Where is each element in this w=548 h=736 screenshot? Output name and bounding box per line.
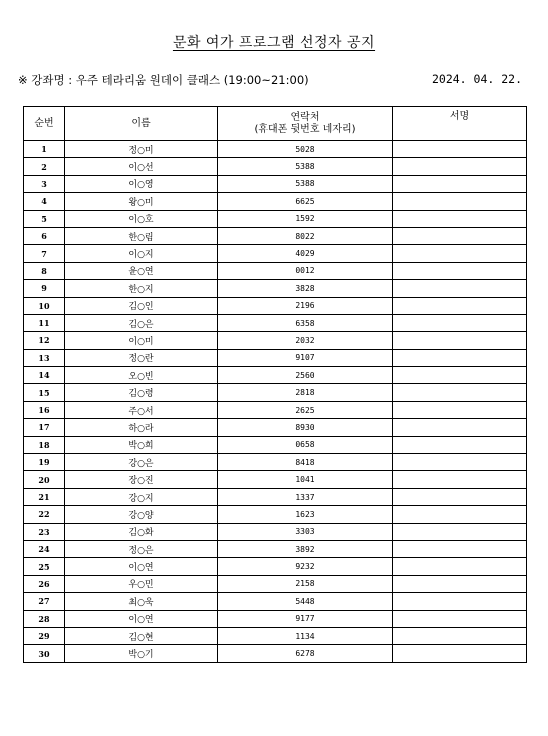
table-row (24, 332, 527, 349)
cell-name: 왕○미 (65, 193, 218, 210)
cell-no: 17 (24, 419, 65, 436)
table-row (24, 280, 527, 297)
notice-date: 2024. 04. 22. (431, 72, 522, 86)
cell-name: 이○연 (65, 558, 218, 575)
cell-phone: 2032 (218, 332, 393, 349)
cell-no: 19 (24, 454, 65, 471)
cell-name: 이○호 (65, 210, 218, 227)
table-row (24, 471, 527, 488)
cell-no: 30 (24, 645, 65, 662)
header-phone-line1: 연락처 (290, 111, 320, 123)
table-row (24, 210, 527, 227)
cell-sign[interactable] (393, 349, 527, 366)
cell-name: 이○선 (65, 158, 218, 175)
cell-no: 29 (24, 627, 65, 644)
cell-no: 21 (24, 488, 65, 505)
cell-phone: 9107 (218, 349, 393, 366)
cell-name: 김○현 (65, 627, 218, 644)
cell-phone: 5028 (218, 141, 393, 158)
cell-sign[interactable] (393, 262, 527, 279)
cell-sign[interactable] (393, 314, 527, 331)
cell-name: 박○기 (65, 645, 218, 662)
cell-no: 3 (24, 175, 65, 192)
cell-phone: 3828 (218, 280, 393, 297)
cell-sign[interactable] (393, 193, 527, 210)
cell-sign[interactable] (393, 175, 527, 192)
cell-no: 7 (24, 245, 65, 262)
cell-phone: 5448 (218, 593, 393, 610)
cell-phone: 2818 (218, 384, 393, 401)
cell-phone: 2625 (218, 401, 393, 418)
cell-phone: 8418 (218, 454, 393, 471)
cell-name: 장○진 (65, 471, 218, 488)
cell-name: 주○서 (65, 401, 218, 418)
table-row (24, 558, 527, 575)
cell-name: 하○라 (65, 419, 218, 436)
table-row (24, 454, 527, 471)
cell-name: 김○인 (65, 297, 218, 314)
cell-phone: 8930 (218, 419, 393, 436)
cell-name: 김○화 (65, 523, 218, 540)
table-row (24, 297, 527, 314)
cell-name: 강○은 (65, 454, 218, 471)
table-row (24, 175, 527, 192)
cell-sign[interactable] (393, 401, 527, 418)
cell-phone: 1134 (218, 627, 393, 644)
cell-phone: 6625 (218, 193, 393, 210)
cell-no: 16 (24, 401, 65, 418)
cell-sign[interactable] (393, 523, 527, 540)
cell-name: 윤○연 (65, 262, 218, 279)
table-row (24, 314, 527, 331)
cell-no: 26 (24, 575, 65, 592)
cell-no: 11 (24, 314, 65, 331)
table-row (24, 436, 527, 453)
cell-sign[interactable] (393, 558, 527, 575)
table-row (24, 262, 527, 279)
cell-no: 25 (24, 558, 65, 575)
cell-sign[interactable] (393, 297, 527, 314)
cell-sign[interactable] (393, 280, 527, 297)
table-row (24, 419, 527, 436)
table-row (24, 506, 527, 523)
table-row (24, 488, 527, 505)
cell-phone: 6278 (218, 645, 393, 662)
cell-name: 김○은 (65, 314, 218, 331)
cell-no: 15 (24, 384, 65, 401)
cell-sign[interactable] (393, 419, 527, 436)
cell-sign[interactable] (393, 645, 527, 662)
cell-name: 정○란 (65, 349, 218, 366)
header-no: 순번 (24, 107, 65, 141)
cell-sign[interactable] (393, 245, 527, 262)
cell-phone: 2158 (218, 575, 393, 592)
table-row (24, 158, 527, 175)
cell-no: 18 (24, 436, 65, 453)
table-row (24, 384, 527, 401)
cell-name: 정○은 (65, 540, 218, 557)
cell-phone: 5388 (218, 175, 393, 192)
cell-sign[interactable] (393, 367, 527, 384)
cell-name: 강○지 (65, 488, 218, 505)
cell-sign[interactable] (393, 332, 527, 349)
cell-phone: 9177 (218, 610, 393, 627)
table-row (24, 349, 527, 366)
cell-phone: 6358 (218, 314, 393, 331)
course-info: ※ 강좌명 : 우주 테라리움 원데이 클래스 (19:00~21:00) (18, 73, 309, 87)
cell-name: 이○영 (65, 175, 218, 192)
cell-phone: 0658 (218, 436, 393, 453)
table-row (24, 245, 527, 262)
cell-phone: 1623 (218, 506, 393, 523)
cell-sign[interactable] (393, 384, 527, 401)
cell-name: 김○령 (65, 384, 218, 401)
cell-name: 이○연 (65, 610, 218, 627)
table-row (24, 193, 527, 210)
cell-sign[interactable] (393, 141, 527, 158)
table-row (24, 593, 527, 610)
page-title: 문화 여가 프로그램 선정자 공지 (172, 35, 376, 51)
table-header-row (24, 107, 527, 141)
table-row (24, 645, 527, 662)
cell-phone: 8022 (218, 227, 393, 244)
table-row (24, 627, 527, 644)
cell-no: 6 (24, 227, 65, 244)
table-body (24, 141, 527, 663)
table-row (24, 401, 527, 418)
cell-name: 이○미 (65, 332, 218, 349)
cell-no: 20 (24, 471, 65, 488)
cell-phone: 2196 (218, 297, 393, 314)
cell-no: 12 (24, 332, 65, 349)
cell-sign[interactable] (393, 506, 527, 523)
cell-phone: 1337 (218, 488, 393, 505)
cell-sign[interactable] (393, 627, 527, 644)
cell-name: 이○지 (65, 245, 218, 262)
table-row (24, 540, 527, 557)
cell-sign[interactable] (393, 540, 527, 557)
header-name: 이름 (65, 107, 218, 141)
cell-sign[interactable] (393, 158, 527, 175)
cell-no: 1 (24, 141, 65, 158)
table-row (24, 367, 527, 384)
cell-no: 8 (24, 262, 65, 279)
cell-no: 27 (24, 593, 65, 610)
cell-sign[interactable] (393, 454, 527, 471)
cell-sign[interactable] (393, 471, 527, 488)
table-row (24, 523, 527, 540)
cell-no: 23 (24, 523, 65, 540)
cell-no: 24 (24, 540, 65, 557)
cell-no: 4 (24, 193, 65, 210)
cell-sign[interactable] (393, 436, 527, 453)
table-row (24, 227, 527, 244)
cell-sign[interactable] (393, 488, 527, 505)
cell-no: 13 (24, 349, 65, 366)
cell-no: 22 (24, 506, 65, 523)
cell-name: 최○욱 (65, 593, 218, 610)
cell-phone: 3892 (218, 540, 393, 557)
cell-phone: 2560 (218, 367, 393, 384)
cell-name: 한○지 (65, 280, 218, 297)
cell-sign[interactable] (393, 227, 527, 244)
cell-name: 박○희 (65, 436, 218, 453)
cell-no: 5 (24, 210, 65, 227)
cell-phone: 1592 (218, 210, 393, 227)
cell-name: 우○민 (65, 575, 218, 592)
cell-name: 한○림 (65, 227, 218, 244)
table-row (24, 575, 527, 592)
cell-no: 2 (24, 158, 65, 175)
cell-phone: 5388 (218, 158, 393, 175)
cell-no: 10 (24, 297, 65, 314)
cell-no: 28 (24, 610, 65, 627)
cell-name: 오○빈 (65, 367, 218, 384)
cell-phone: 1041 (218, 471, 393, 488)
cell-sign[interactable] (393, 610, 527, 627)
cell-no: 9 (24, 280, 65, 297)
header-phone (218, 107, 393, 141)
cell-sign[interactable] (393, 575, 527, 592)
cell-name: 강○양 (65, 506, 218, 523)
cell-phone: 4029 (218, 245, 393, 262)
selectee-table (23, 106, 527, 663)
cell-no: 14 (24, 367, 65, 384)
cell-phone: 9232 (218, 558, 393, 575)
table-row (24, 141, 527, 158)
header-sign: 서명 (393, 107, 527, 141)
cell-sign[interactable] (393, 593, 527, 610)
table-row (24, 610, 527, 627)
cell-name: 정○미 (65, 141, 218, 158)
cell-phone: 3303 (218, 523, 393, 540)
cell-sign[interactable] (393, 210, 527, 227)
header-phone-line2: (휴대폰 뒷번호 네자리) (254, 123, 356, 135)
cell-phone: 0012 (218, 262, 393, 279)
